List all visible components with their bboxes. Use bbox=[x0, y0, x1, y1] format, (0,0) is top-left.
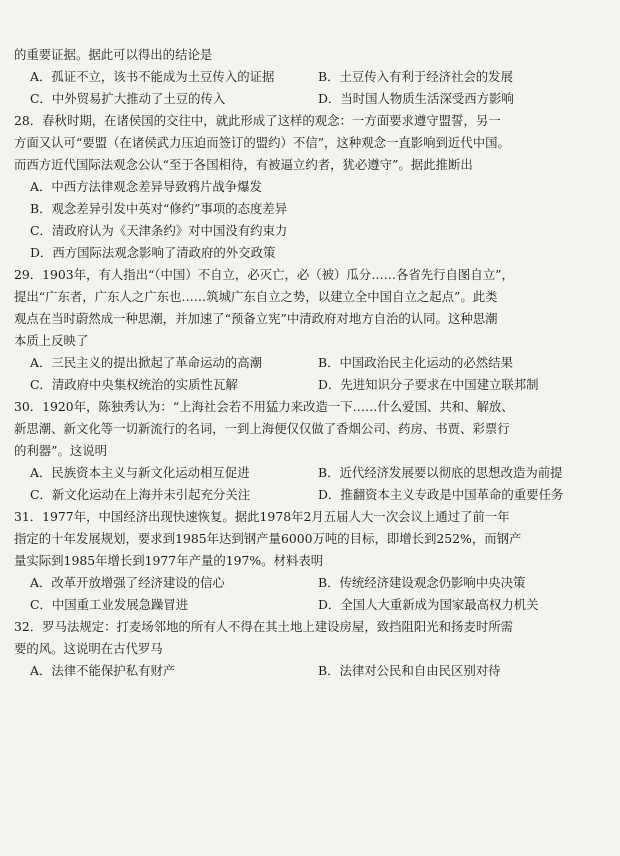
option-d: D．西方国际法观念影响了清政府的外交政策 bbox=[30, 246, 276, 260]
option-d: D．当时国人物质生活深受西方影响 bbox=[318, 91, 514, 106]
question-28-text: 28．春秋时期，在诸侯国的交往中，就此形成了这样的观念：一方面要求遵守盟誓，另一 bbox=[14, 114, 501, 128]
option-d: D．全国人大重新成为国家最高权力机关 bbox=[318, 597, 539, 612]
option-b: B．土豆传入有利于经济社会的发展 bbox=[318, 69, 513, 84]
option-c: C．新文化运动在上海并未引起充分关注 bbox=[30, 488, 251, 502]
option-a: A．改革开放增强了经济建设的信心 bbox=[30, 576, 225, 590]
question-31-text: 指定的十年发展规划，要求到1985年达到钢产量6000万吨的目标，即增长到252%，而钢产 bbox=[14, 532, 522, 546]
question-29-text: 观点在当时蔚然成一种思潮，并加速了“预备立宪”中清政府对地方自治的认同。这种思潮 bbox=[14, 312, 498, 326]
option-a: A．法律不能保护私有财产 bbox=[30, 664, 176, 678]
option-a: A．中西方法律观念差异导致鸦片战争爆发 bbox=[30, 180, 262, 194]
question-29-text: 提出“广东者，广东人之广东也……筑城广东自立之势，以建立全中国自立之起点”。此类 bbox=[14, 290, 498, 304]
option-c: C．清政府中央集权统治的实质性瓦解 bbox=[30, 378, 238, 392]
question-31-text: 31．1977年，中国经济出现快速恢复。据此1978年2月五届人大一次会议上通过了前一年 bbox=[14, 510, 510, 524]
question-30-text: 的利器”。这说明 bbox=[14, 444, 108, 458]
option-d: D．推翻资本主义专政是中国革命的重要任务 bbox=[318, 487, 564, 502]
option-b: B．中国政治民主化运动的必然结果 bbox=[318, 355, 513, 370]
option-a: A．孤证不立，该书不能成为土豆传入的证据 bbox=[30, 70, 275, 84]
option-c: C．清政府认为《天津条约》对中国没有约束力 bbox=[30, 224, 288, 238]
question-32-text: 32．罗马法规定：打麦场邻地的所有人不得在其土地上建设房屋，致挡阻阳光和扬麦时所需 bbox=[14, 620, 514, 634]
option-a: A．三民主义的提出掀起了革命运动的高潮 bbox=[30, 356, 262, 370]
option-b: B．近代经济发展要以彻底的思想改造为前提 bbox=[318, 465, 563, 480]
option-c: C．中外贸易扩大推动了土豆的传入 bbox=[30, 92, 226, 106]
option-b: B．观念差异引发中英对“修约”事项的态度差异 bbox=[30, 202, 288, 216]
option-b: B．法律对公民和自由民区别对待 bbox=[318, 663, 501, 678]
question-text: 的重要证据。据此可以得出的结论是 bbox=[14, 48, 213, 62]
option-a: A．民族资本主义与新文化运动相互促进 bbox=[30, 466, 250, 480]
option-b: B．传统经济建设观念仍影响中央决策 bbox=[318, 575, 526, 590]
question-29-text: 29．1903年，有人指出“（中国）不自立，必灭亡，必（被）瓜分……各省先行自图自立”， bbox=[14, 268, 514, 282]
question-30-text: 新思潮、新文化等一切新流行的名词，一到上海便仅仅做了香烟公司、药房、书贾、彩票行 bbox=[14, 422, 510, 436]
option-c: C．中国重工业发展急躁冒进 bbox=[30, 598, 189, 612]
question-28-text: 而西方近代国际法观念公认“至于各国相待，有被逼立约者，犹必遵守”。据此推断出 bbox=[14, 158, 473, 172]
question-29-text: 本质上反映了 bbox=[14, 334, 89, 348]
question-31-text: 量实际到1985年增长到1977年产量的197%。材料表明 bbox=[14, 554, 324, 568]
question-28-text: 方面又认可“要盟（在诸侯武力压迫而签订的盟约）不信”，这种观念一直影响到近代中国。 bbox=[14, 136, 510, 150]
option-d: D．先进知识分子要求在中国建立联邦制 bbox=[318, 377, 539, 392]
question-32-text: 要的风。这说明在古代罗马 bbox=[14, 642, 163, 656]
question-30-text: 30．1920年，陈独秀认为：“上海社会若不用猛力来改造一下……什么爱国、共和、解放、 bbox=[14, 400, 514, 414]
